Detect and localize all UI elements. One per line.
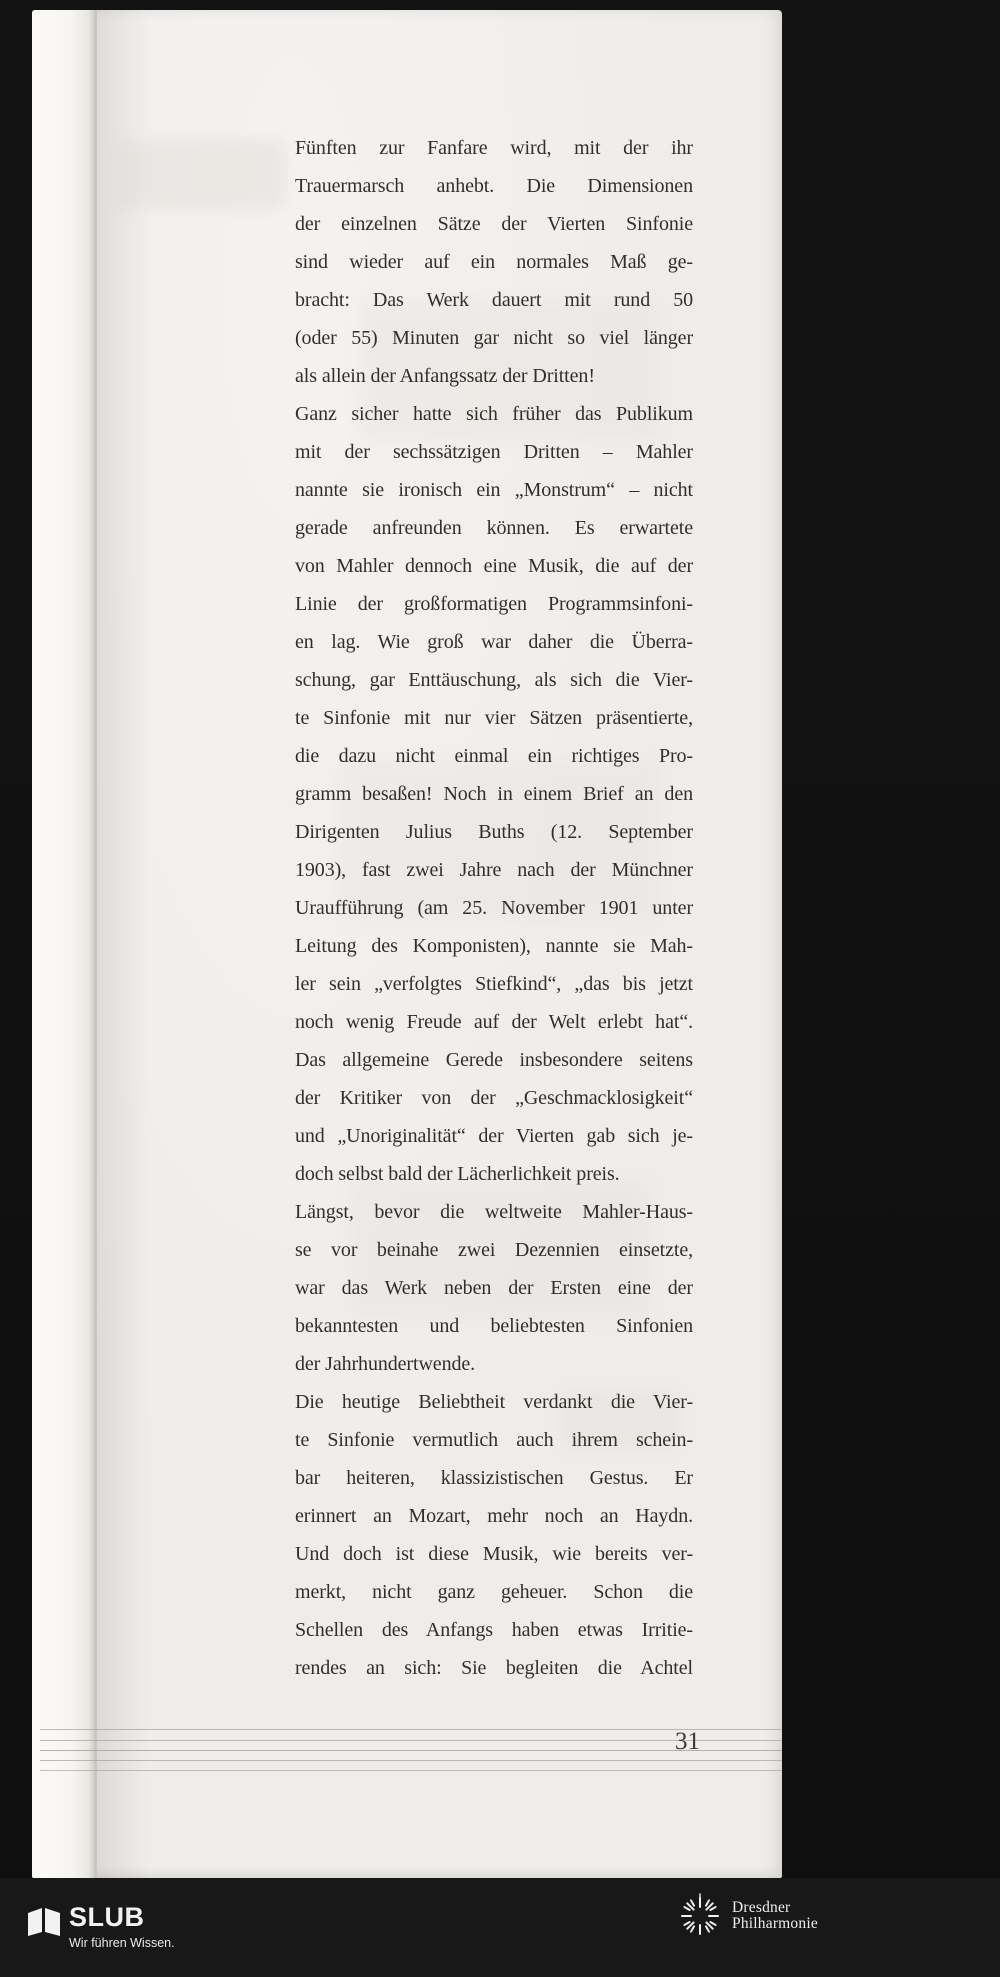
text-line: Längst, bevor die weltweite Mahler-Haus-: [295, 1201, 693, 1223]
slub-branding-link[interactable]: [28, 1904, 175, 1952]
text-line: bar heiteren, klassizistischen Gestus. Er: [295, 1467, 693, 1489]
text-line: Uraufführung (am 25. November 1901 unter: [295, 897, 693, 919]
text-line: der Kritiker von der „Geschmacklosigkeit“: [295, 1087, 693, 1109]
text-line: nannte sie ironisch ein „Monstrum“ – nicht: [295, 479, 693, 501]
text-line: te Sinfonie vermutlich auch ihrem schein-: [295, 1429, 693, 1451]
text-line: gerade anfreunden können. Es erwartete: [295, 517, 693, 539]
text-line: gramm besaßen! Noch in einem Brief an den: [295, 783, 693, 805]
text-line: Fünften zur Fanfare wird, mit der ihr: [295, 137, 693, 159]
text-line: bekanntesten und beliebtesten Sinfonien: [295, 1315, 693, 1337]
text-line: Ganz sicher hatte sich früher das Publikum: [295, 403, 693, 425]
page-number: 31: [675, 1728, 700, 1755]
text-line: bracht: Das Werk dauert mit rund 50: [295, 289, 693, 311]
philharmonie-name-line2: Philharmonie: [732, 1915, 818, 1932]
text-line: erinnert an Mozart, mehr noch an Haydn.: [295, 1505, 693, 1527]
body-text: [295, 129, 693, 1687]
text-line: en lag. Wie groß war daher die Überra-: [295, 631, 693, 653]
slub-logo-icon: [28, 1906, 60, 1936]
slub-wordmark: SLUB: [69, 1902, 145, 1932]
text-line: ler sein „verfolgtes Stiefkind“, „das bis jetzt: [295, 973, 693, 995]
text-line: Linie der großformatigen Programmsinfoni-: [295, 593, 693, 615]
text-line: Und doch ist diese Musik, wie bereits ver-: [295, 1543, 693, 1565]
text-line: schung, gar Enttäuschung, als sich die Vier-: [295, 669, 693, 691]
text-line: mit der sechssätzigen Dritten – Mahler: [295, 441, 693, 463]
text-line: Dirigenten Julius Buths (12. September: [295, 821, 693, 843]
text-line: und „Unoriginalität“ der Vierten gab sich je-: [295, 1125, 693, 1147]
text-line: als allein der Anfangssatz der Dritten!: [295, 365, 595, 387]
text-line: se vor beinahe zwei Dezennien einsetzte,: [295, 1239, 693, 1261]
philharmonie-name-line1: Dresdner: [732, 1898, 791, 1916]
text-line: 1903), fast zwei Jahre nach der Münchner: [295, 859, 693, 881]
book-page: [32, 10, 782, 1878]
text-line: rendes an sich: Sie begleiten die Achtel: [295, 1657, 693, 1679]
philharmonie-text-group: [732, 1900, 818, 1933]
philharmonie-branding-link[interactable]: [676, 1892, 818, 1940]
slub-tagline: Wir führen Wissen.: [69, 1936, 175, 1950]
binding-crease-shadow: [97, 10, 149, 1878]
ruled-line: [40, 1760, 782, 1761]
text-line: Trauermarsch anhebt. Die Dimensionen: [295, 175, 693, 197]
showthrough-ghost: [115, 140, 285, 210]
text-line: merkt, nicht ganz geheuer. Schon die: [295, 1581, 693, 1603]
text-line: Die heutige Beliebtheit verdankt die Vier-: [295, 1391, 693, 1413]
text-line: noch wenig Freude auf der Welt erlebt hat“.: [295, 1011, 693, 1033]
slub-text-group: [69, 1904, 175, 1952]
text-line: von Mahler dennoch eine Musik, die auf der: [295, 555, 693, 577]
text-line: te Sinfonie mit nur vier Sätzen präsentierte,: [295, 707, 693, 729]
ruled-line: [40, 1770, 782, 1771]
text-line: (oder 55) Minuten gar nicht so viel länger: [295, 327, 693, 349]
text-line: die dazu nicht einmal ein richtiges Pro-: [295, 745, 693, 767]
text-line: doch selbst bald der Lächerlichkeit preis.: [295, 1163, 620, 1185]
footer-bar: [0, 1878, 1000, 1977]
text-line: war das Werk neben der Ersten eine der: [295, 1277, 693, 1299]
text-line: der Jahrhundertwende.: [295, 1353, 476, 1375]
philharmonie-starburst-icon: [676, 1892, 724, 1940]
text-line: der einzelnen Sätze der Vierten Sinfonie: [295, 213, 693, 235]
text-line: sind wieder auf ein normales Maß ge-: [295, 251, 693, 273]
page-fore-edge: [32, 10, 96, 1878]
text-line: Das allgemeine Gerede insbesondere seitens: [295, 1049, 693, 1071]
text-line: Leitung des Komponisten), nannte sie Mah-: [295, 935, 693, 957]
text-line: Schellen des Anfangs haben etwas Irritie-: [295, 1619, 693, 1641]
